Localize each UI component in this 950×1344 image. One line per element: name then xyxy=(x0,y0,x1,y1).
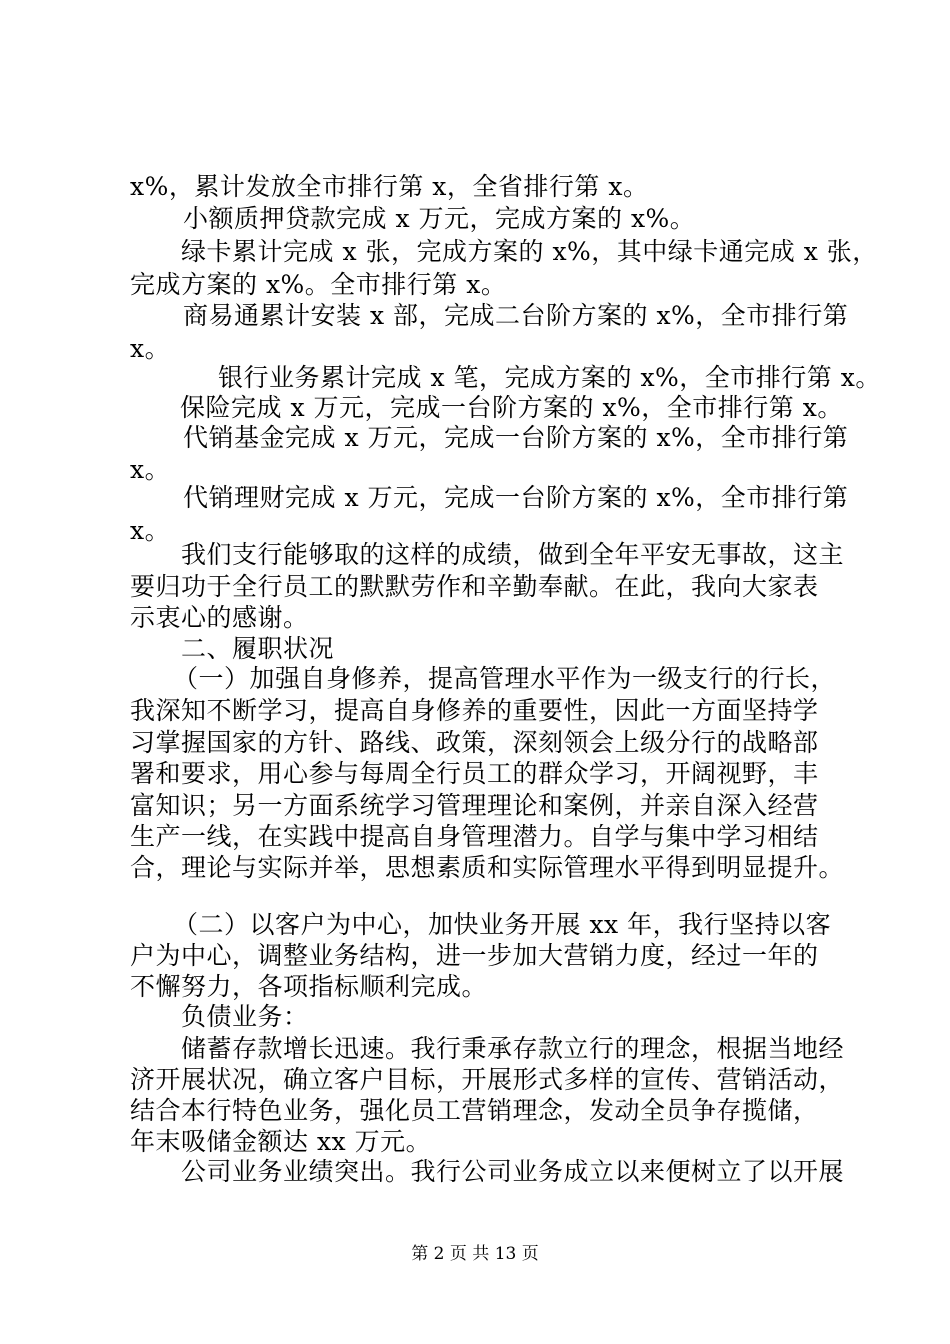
text-line: 济开展状况，确立客户目标，开展形式多样的宣传、营销活动， xyxy=(130,1065,845,1094)
text-line: 储蓄存款增长迅速。我行秉承存款立行的理念，根据当地经 xyxy=(181,1034,845,1063)
text-line: 不懈努力，各项指标顺利完成。 xyxy=(130,972,488,1001)
text-line: 富知识；另一方面系统学习管理理论和案例，并亲自深入经营 xyxy=(130,791,819,820)
subsection-heading: （二）以客户为中心，加快业务开展 xx 年，我行坚持以客 xyxy=(173,910,832,939)
text-line: x。 xyxy=(130,516,171,545)
text-line: 要归功于全行员工的默默劳作和辛勤奉献。在此，我向大家表 xyxy=(130,572,819,601)
text-line: 公司业务业绩突出。我行公司业务成立以来便树立了以开展 xyxy=(181,1157,845,1186)
text-line: 保险完成 x 万元，完成一台阶方案的 x%，全市排行第 x。 xyxy=(180,393,843,422)
text-line: 示衷心的感谢。 xyxy=(130,603,309,632)
text-line: 小额质押贷款完成 x 万元，完成方案的 x%。 xyxy=(183,204,696,233)
text-line: 负债业务： xyxy=(181,1002,309,1031)
text-line: x%，累计发放全市排行第 x，全省排行第 x。 xyxy=(130,172,649,201)
text-line: x。 xyxy=(130,334,171,363)
text-line: 结合本行特色业务，强化员工营销理念，发动全员争存揽储， xyxy=(130,1096,819,1125)
text-line: 银行业务累计完成 x 笔，完成方案的 x%，全市排行第 x。 xyxy=(218,363,881,392)
text-line: 生产一线，在实践中提高自身管理潜力。自学与集中学习相结 xyxy=(130,822,819,851)
text-line: 完成方案的 x%。全市排行第 x。 xyxy=(130,270,507,299)
text-line: 我们支行能够取的这样的成绩，做到全年平安无事故，这主 xyxy=(181,540,845,569)
text-line: 习掌握国家的方针、路线、政策，深刻领会上级分行的战略部 xyxy=(130,728,819,757)
text-line: 代销理财完成 x 万元，完成一台阶方案的 x%，全市排行第 xyxy=(183,483,849,512)
section-heading: 二、履职状况 xyxy=(181,634,335,663)
text-line: 商易通累计安装 x 部，完成二台阶方案的 x%，全市排行第 xyxy=(183,301,849,330)
text-line: 合，理论与实际并举，思想素质和实际管理水平得到明显提升。 xyxy=(130,853,845,882)
text-line: 户为中心，调整业务结构，进一步加大营销力度，经过一年的 xyxy=(130,941,819,970)
text-line: 我深知不断学习，提高自身修养的重要性，因此一方面坚持学 xyxy=(130,696,819,725)
text-line: 署和要求，用心参与每周全行员工的群众学习，开阔视野，丰 xyxy=(130,759,819,788)
text-line: 代销基金完成 x 万元，完成一台阶方案的 x%，全市排行第 xyxy=(183,423,849,452)
subsection-heading: （一）加强自身修养，提高管理水平作为一级支行的行长， xyxy=(173,664,837,693)
text-line: x。 xyxy=(130,455,171,484)
page-footer: 第 2 页 共 13 页 xyxy=(411,1244,539,1264)
text-line: 绿卡累计完成 x 张，完成方案的 x%，其中绿卡通完成 x 张， xyxy=(181,237,878,266)
text-line: 年末吸储金额达 xx 万元。 xyxy=(130,1127,432,1156)
